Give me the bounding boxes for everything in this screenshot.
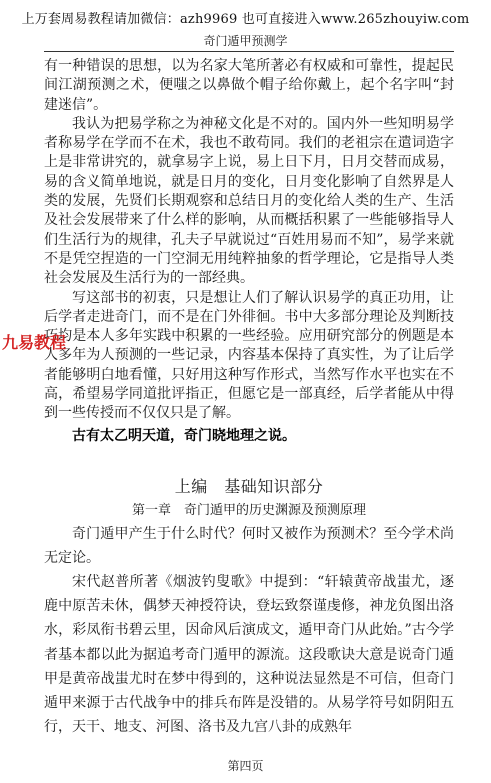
chapter-title: 第一章 奇门遁甲的历史渊源及预测原理 <box>131 502 366 518</box>
top-banner: 上万套周易教程请加微信：azh9969 也可直接进入www.265zhouyiw.com <box>21 12 470 27</box>
section-spacer <box>44 446 454 474</box>
page-number: 第四页 <box>227 759 264 773</box>
part-title: 上编 基础知识部分 <box>174 476 324 496</box>
preface-paragraph-1: 有一种错误的思想，以为名家大笔所著必有权威和可靠性，提起民间江湖预测之术，便嗤之以鼻做个帽子给你戴上，起个名字叫“封建迷信”。 <box>44 58 454 113</box>
watermark-logo: 九易教程 <box>2 333 67 352</box>
header-rule <box>44 51 454 52</box>
chapter-body <box>44 522 454 740</box>
emphasis-line: 古有太乙明天道，奇门晓地理之说。 <box>72 427 296 444</box>
preface-paragraph-2: 我认为把易学称之为神秘文化是不对的。国内外一些知明易学者称易学在学而不在术，我也不敢苟同。我们的老祖宗在遣词造字上是非常讲究的，就拿易字上说，易上日下月，日月交替而成易，易的含义简单地说，就是日月的变化，日月变化影响了自然界是人类的发展，先贤们长期观察和总结日月的变化给人类的生产、生活及社会发展带来了什么样的影响，从而概括积累了一些能够指导人们生活行为的规律，孔夫子早就说过“百姓用易而不知”，易学来就不是凭空捏造的一门空洞无用纯粹抽象的哲学理论，它是指导人类社会发展及生活行为的一部经典。 <box>44 115 454 287</box>
page-content <box>44 57 454 739</box>
body-paragraph-2: 宋代赵普所著《烟波钓叟歌》中提到：“轩辕黄帝战蚩尤，逐鹿中原苦未休，偶梦天神授符诀，登坛致祭谨虔修，神龙负图出洛水，彩凤衔书碧云里，因命风后演成文，遁甲奇门从此始。”古今学者基本都以此为据追考奇门遁甲的源流。这段歌诀大意是说奇门遁甲是黄帝战蚩尤时在梦中得到的，这种说法显然是不可信，但奇门遁甲来源于古代战争中的排兵布阵是没错的。从易学符号如阴阳五行，天干、地支、河图、洛书及九宫八卦的成熟年 <box>44 574 454 736</box>
body-paragraph-1: 奇门遁甲产生于什么时代？何时又被作为预测术？至今学术尚无定论。 <box>44 525 454 566</box>
running-head: 奇门遁甲预测学 <box>203 34 288 48</box>
preface-paragraph-3: 写这部书的初衷，只是想让人们了解认识易学的真正功用，让后学者走进奇门，而不是在门外徘徊。书中大多部分理论及判断技巧均是本人多年实践中积累的一些经验。应用研究部分的例题是本人多年为人预测的一些记录，内容基本保持了真实性，为了让后学者能够明白地看懂，只好用这种写作形式，当然写作水平也实在不高，希望易学同道批评指正，但愿它是一部真经，后学者能从中得到一些传授而不仅仅只是了解。 <box>44 289 454 422</box>
